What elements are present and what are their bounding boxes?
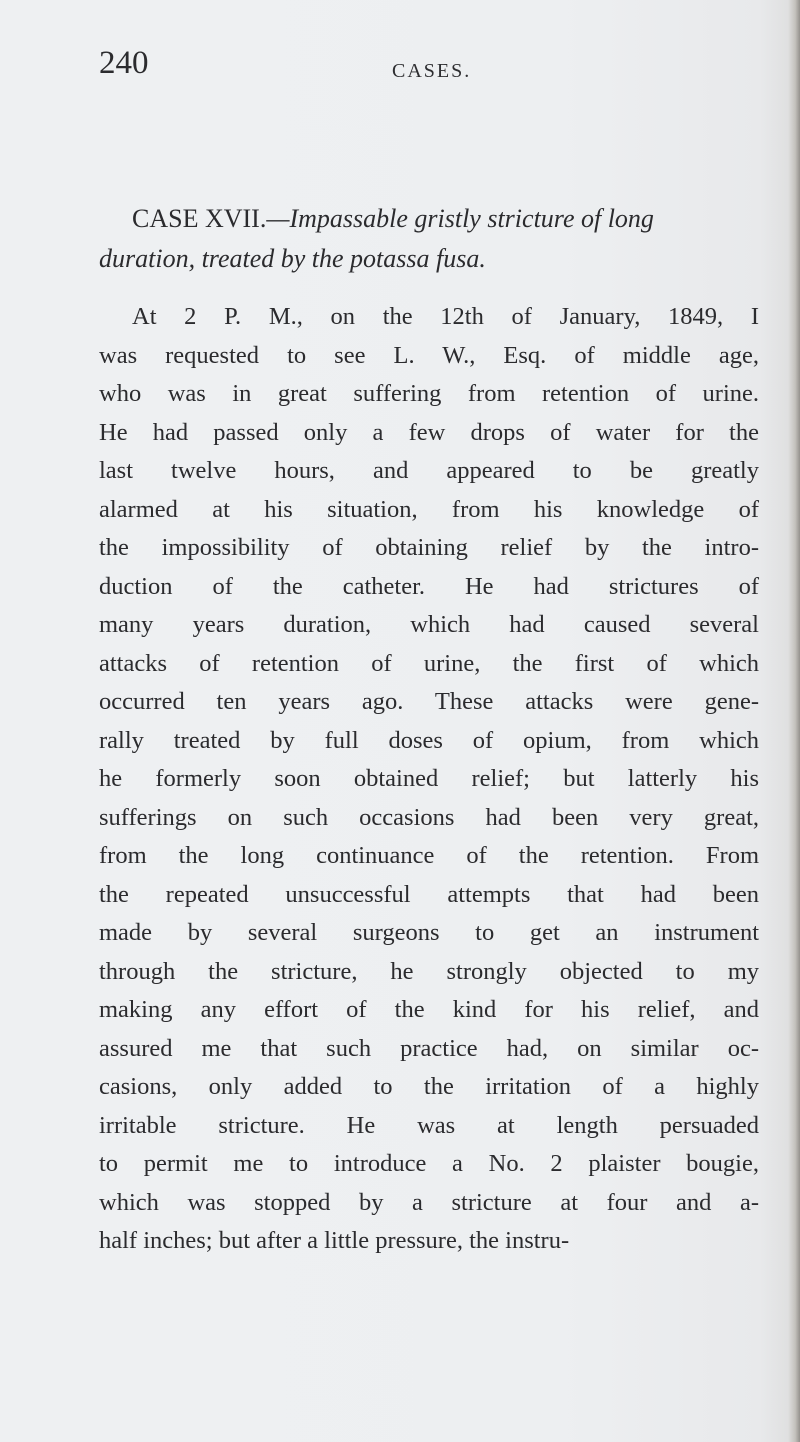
text-line: last twelve hours, and appeared to be greatly <box>99 457 759 484</box>
text-line: sufferings on such occasions had been very great, <box>99 803 759 831</box>
text-line: the repeated unsuccessful attempts that had been <box>99 880 759 908</box>
text-line: was requested to see L. W., Esq. of middle age, <box>99 341 759 369</box>
text-line: to permit me to introduce a No. 2 plaister bougie, <box>99 1150 759 1177</box>
text-line: the impossibility of obtaining relief by the intro- <box>99 534 759 561</box>
page-number: 240 <box>99 45 149 81</box>
text-line: duction of the catheter. He had strictures of <box>99 572 759 600</box>
body-paragraph <box>99 298 759 1261</box>
text-line: from the long continuance of the retention. From <box>99 842 759 869</box>
text-line: who was in great suffering from retention of urine. <box>99 380 759 407</box>
text-line: many years duration, which had caused several <box>99 611 759 638</box>
text-line: he formerly soon obtained relief; but latterly his <box>99 765 759 792</box>
text-line: made by several surgeons to get an instrument <box>99 919 759 946</box>
case-description-line2: duration, treated by the potassa fusa. <box>99 244 486 273</box>
text-line: half inches; but after a little pressure, the instru- <box>99 1227 570 1254</box>
text-line: rally treated by full doses of opium, from which <box>99 726 759 754</box>
page-edge-shadow <box>788 0 800 1442</box>
text-line: At 2 P. M., on the 12th of January, 1849, I <box>132 303 759 330</box>
running-head: CASES. <box>392 60 472 82</box>
case-description-line1: —Impassable gristly stricture of long <box>266 204 654 233</box>
text-line: casions, only added to the irritation of a highly <box>99 1073 759 1100</box>
text-line: which was stopped by a stricture at four and a- <box>99 1188 759 1216</box>
text-line: irritable stricture. He was at length persuaded <box>99 1111 759 1139</box>
text-line: occurred ten years ago. These attacks were gene- <box>99 688 759 715</box>
text-line: attacks of retention of urine, the first of which <box>99 649 759 677</box>
case-number: CASE XVII. <box>132 204 267 233</box>
case-heading <box>132 199 772 239</box>
text-line: through the stricture, he strongly objected to my <box>99 957 759 985</box>
text-line: alarmed at his situation, from his knowledge of <box>99 495 759 523</box>
text-line: He had passed only a few drops of water for the <box>99 418 759 446</box>
text-line: assured me that such practice had, on similar oc- <box>99 1034 759 1062</box>
text-line: making any effort of the kind for his relief, and <box>99 996 759 1023</box>
